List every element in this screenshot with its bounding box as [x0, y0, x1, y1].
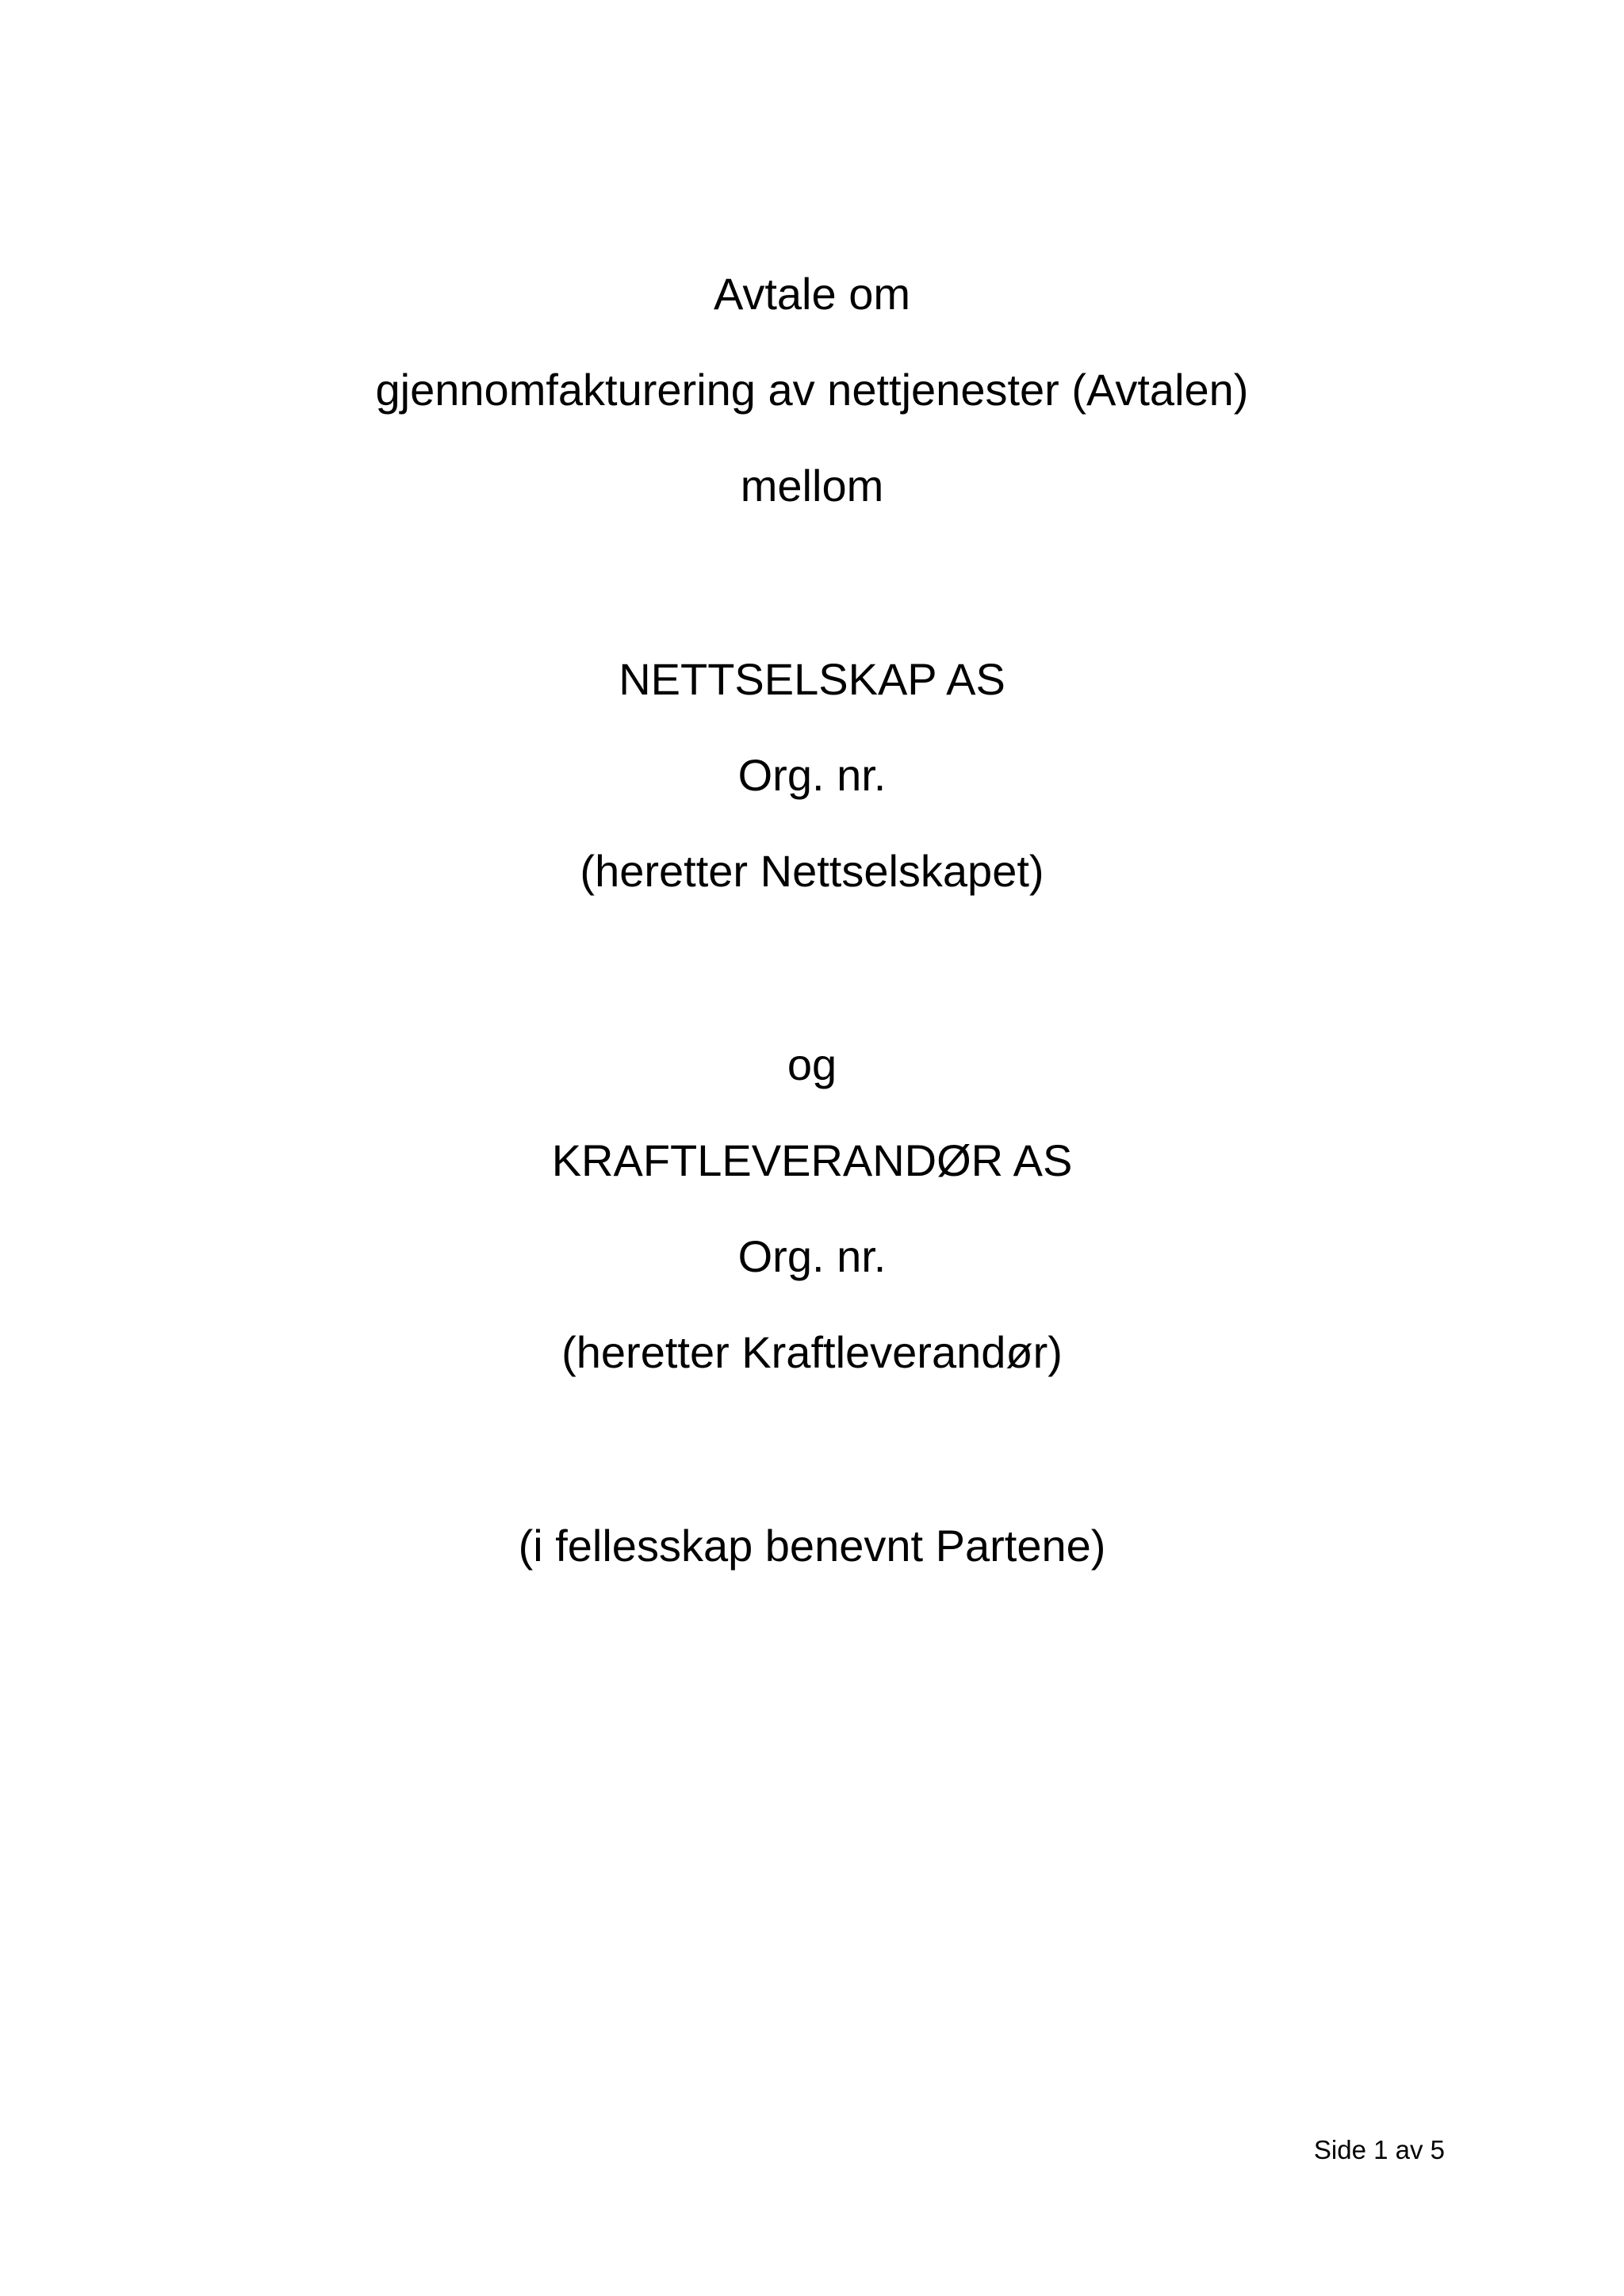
page-number: Side 1 av 5 — [1313, 2135, 1445, 2164]
conjunction: og — [787, 1039, 837, 1089]
party-2-org-nr: Org. nr. — [737, 1231, 887, 1281]
party-2-name: KRAFTLEVERANDØR AS — [551, 1135, 1073, 1185]
title-line-1: Avtale om — [714, 269, 910, 319]
party-1-name: NETTSELSKAP AS — [619, 654, 1005, 704]
party-1-org-nr: Org. nr. — [737, 750, 887, 800]
title-line-3: mellom — [740, 461, 884, 511]
title-line-2: gjennomfakturering av nettjenester (Avtalen) — [375, 365, 1249, 415]
collective-designation: (i fellesskap benevnt Partene) — [518, 1521, 1106, 1571]
party-2-designation: (heretter Kraftleverandør) — [561, 1327, 1063, 1377]
party-1-designation: (heretter Nettselskapet) — [580, 846, 1044, 896]
